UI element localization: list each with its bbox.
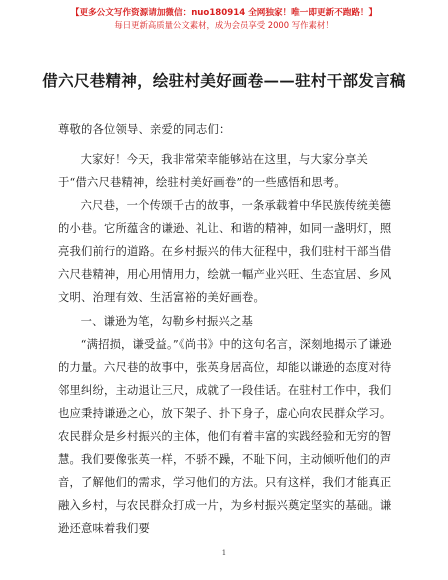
page-number: 1 — [221, 549, 227, 557]
salutation: 尊敬的各位领导、亲爱的同志们： — [58, 123, 231, 136]
header-banner — [0, 8, 448, 31]
document-body — [58, 148, 393, 540]
paragraph-intro: 六尺巷，一个传颂千古的故事，一条承载着中华民族传统美德的小巷。它所蕴含的谦逊、礼让、和谐的精神，如同一盏明灯，照亮我们前行的道路。在乡村振兴的伟大征程中，我们驻村干部当借六尺巷精神，用心用情用力，绘就一幅产业兴旺、生态宜居、乡风文明、治理有效、生活富裕的美好画卷。 — [58, 199, 392, 304]
document-title: 借六尺巷精神，绘驻村美好画卷——驻村干部发言稿 — [42, 71, 406, 90]
paragraph-section-one: “满招损，谦受益。”《尚书》中的这句名言，深刻地揭示了谦逊的力量。六尺巷的故事中，张英身居高位，却能以谦逊的态度对待邻里纠纷，主动退让三尺，成就了一段佳话。在驻村工作中，我们也应秉持谦逊之心，放下架子、扑下身子，虚心向农民群众学习。农民群众是乡村振兴的主体，他们有着丰富的实践经验和无穷的智慧。我们要像张英一样，不骄不躁，不耻下问，主动倾听他们的声音，了解他们的需求，学习他们的方法。只有这样，我们才能真正融入乡村，与农民群众打成一片，为乡村振兴奠定坚实的基础。谦逊还意味着我们要 — [58, 338, 392, 535]
banner-line-2: 每日更新高质量公文素材，成为会员享受 2000 写作素材！ — [114, 20, 334, 30]
banner-line-1: 【更多公文写作资源请加微信：nuo180914 全网独家！唯一即更新不跑路！】 — [70, 8, 378, 18]
paragraph-greeting: 大家好！今天，我非常荣幸能够站在这里，与大家分享关于“借六尺巷精神，绘驻村美好画卷”的一些感悟和思考。 — [58, 153, 369, 189]
section-heading: 一、谦逊为笔，勾勒乡村振兴之基 — [80, 315, 254, 328]
